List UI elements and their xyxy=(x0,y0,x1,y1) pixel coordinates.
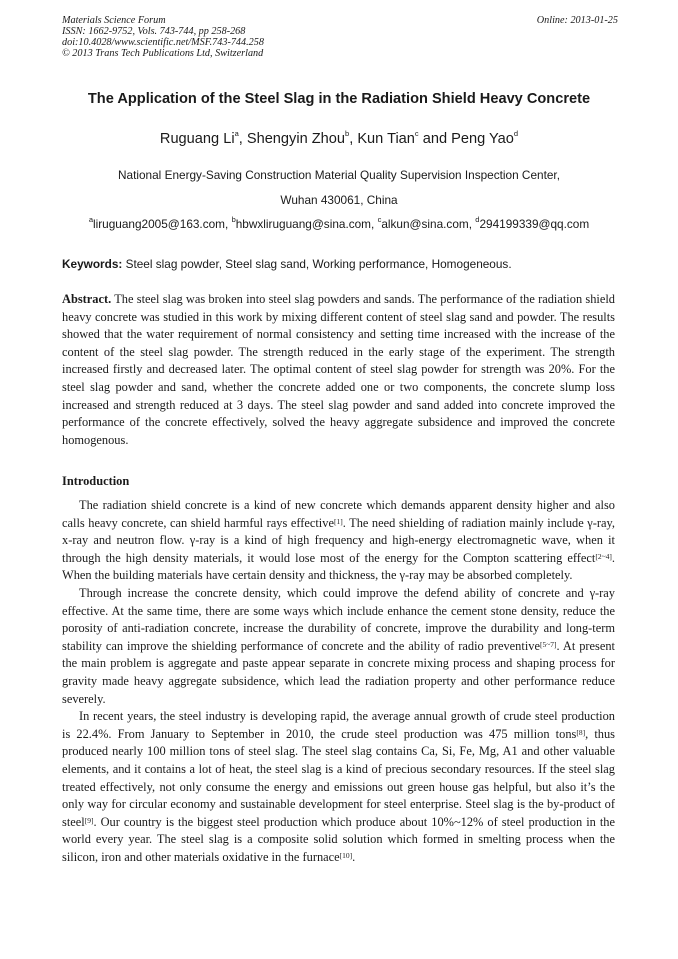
citation[interactable]: [10] xyxy=(339,850,353,860)
online-date: Online: 2013-01-25 xyxy=(536,15,618,26)
introduction-body xyxy=(62,497,615,866)
keywords-label: Keywords: xyxy=(62,257,123,271)
paragraph xyxy=(62,585,615,708)
author-separator: , xyxy=(349,131,358,147)
keywords xyxy=(62,257,618,271)
author-mark: a xyxy=(234,129,239,138)
section-heading: Introduction xyxy=(62,474,130,488)
email-list xyxy=(30,217,648,231)
email-address[interactable]: 294199339@qq.com xyxy=(479,217,590,231)
author-mark: b xyxy=(345,129,350,138)
email-separator: , xyxy=(371,217,378,231)
email-address[interactable]: hbwxliruguang@sina.com xyxy=(235,217,372,231)
email-mark: c xyxy=(377,215,382,224)
keywords-text: Steel slag powder, Steel slag sand, Working performance, Homogeneous. xyxy=(122,257,512,271)
text-run: . Our country is the biggest steel production which produce about 10%~12% of steel production in the world every year. The steel slag is a composite solid solution which formed in smelting process when the silicon, iron and other materials oxidative in the furnace xyxy=(62,814,615,864)
text-run: The radiation shield concrete is a kind of new concrete which demands apparent density higher and also calls heavy concrete, can shield harmful rays effective xyxy=(62,498,615,530)
author-mark: d xyxy=(513,129,519,138)
copyright-line: © 2013 Trans Tech Publications Ltd, Switzerland xyxy=(62,48,264,59)
author-name: Ruguang Li xyxy=(159,131,235,147)
text-run: Through increase the concrete density, which could improve the defend ability of concrete and γ-ray effective. At the same time, there are some ways which include enhance the cement stone density, reduce the porosity of anti-radiation concrete, increase the durability of concrete, improve the durability and long-term stability can improve the shielding performance of concrete and the ability of radio preventive xyxy=(62,585,615,653)
journal-name: Materials Science Forum xyxy=(62,15,166,26)
journal-header xyxy=(62,15,618,59)
author-name: Kun Tian xyxy=(357,131,415,147)
doi-line[interactable]: doi:10.4028/www.scientific.net/MSF.743-744.258 xyxy=(62,37,264,48)
email-separator: , xyxy=(468,217,476,231)
email-address[interactable]: liruguang2005@163.com xyxy=(93,217,226,231)
abstract-text: The steel slag was broken into steel slag powders and sands. The performance of the radiation shield heavy concrete was studied in this work by mixing different content of steel slag sand and powder. The results showed that the water requirement of normal consistency and setting time increased with the increase of the content of the steel slag powder. The strength reduced in the early stage of the experiment. The strength increased firstly and decreased later. The optimal content of steel slag powder for strength was 20%. For the steel slag powder and sand, whether the concrete added one or two components, the concrete slump loss increased and strength reduced at 3 days. The steel slag powder and sand added into concrete improved the performance of the concrete effectively, solved the heavy aggregate subsidence and improved the concrete homogenous. xyxy=(62,292,615,447)
author-name: Peng Yao xyxy=(451,131,514,147)
abstract-label: Abstract. xyxy=(62,292,112,306)
citation[interactable]: [8] xyxy=(576,727,586,737)
email-separator: , xyxy=(225,217,232,231)
text-run: . xyxy=(352,849,356,864)
citation[interactable]: [9] xyxy=(84,815,94,825)
text-run: In recent years, the steel industry is developing rapid, the average annual growth of crude steel production is 22.4%. From January to September in 2010, the crude steel production was 475 million tons xyxy=(62,709,615,741)
paragraph xyxy=(62,497,615,585)
email-address[interactable]: alkun@sina.com xyxy=(381,217,469,231)
email-mark: d xyxy=(475,215,480,224)
email-mark: b xyxy=(231,215,236,224)
abstract xyxy=(62,291,615,449)
author-mark: c xyxy=(414,129,419,138)
author-name: Shengyin Zhou xyxy=(246,131,346,147)
text-run: , thus produced nearly 100 million tons of steel slag. The steel slag contains Ca, Si, Fe, Mg, A1 and other valuable elements, and it contains a lot of heat, the steel slag is a kind of precious secondary resources. If the steel slag treated effectively, not only consume the energy and emissions out green house gas helpful, but also it’s the only way for circular economy and sustainable development for steel enterprise. Steel slag is the by-product of steel xyxy=(62,726,615,829)
paragraph xyxy=(62,708,615,866)
author-list xyxy=(30,131,648,147)
citation[interactable]: [2~4] xyxy=(595,551,612,561)
author-separator: , xyxy=(238,131,247,147)
text-run: . At present the main problem is aggregate and paste appear separate in concrete mixing process and shaping process for gravity made heavy aggregate subsidence, which lead the radiation property and other performance reduce severely. xyxy=(62,638,615,706)
email-mark: a xyxy=(88,215,93,224)
affiliation-line-2: Wuhan 430061, China xyxy=(280,193,398,207)
issn-line: ISSN: 1662-9752, Vols. 743-744, pp 258-268 xyxy=(62,26,246,37)
paper-title: The Application of the Steel Slag in the Radiation Shield Heavy Concrete xyxy=(87,91,591,107)
citation[interactable]: [5~7] xyxy=(539,639,557,649)
citation[interactable]: [1] xyxy=(333,516,343,526)
affiliation-line-1: National Energy-Saving Construction Material Quality Supervision Inspection Center, xyxy=(118,168,560,182)
author-separator: and xyxy=(418,131,452,147)
text-run: . When the building materials have certain density and thickness, the γ-ray may be absorbed completely. xyxy=(62,550,615,583)
text-run: . The need shielding of radiation mainly include γ-ray, x-ray and neutron flow. γ-ray is a kind of high frequency and high-energy electromagnetic wave, when it through the high density materials, it would lose most of the energy for the Compton scattering effect xyxy=(62,515,616,565)
